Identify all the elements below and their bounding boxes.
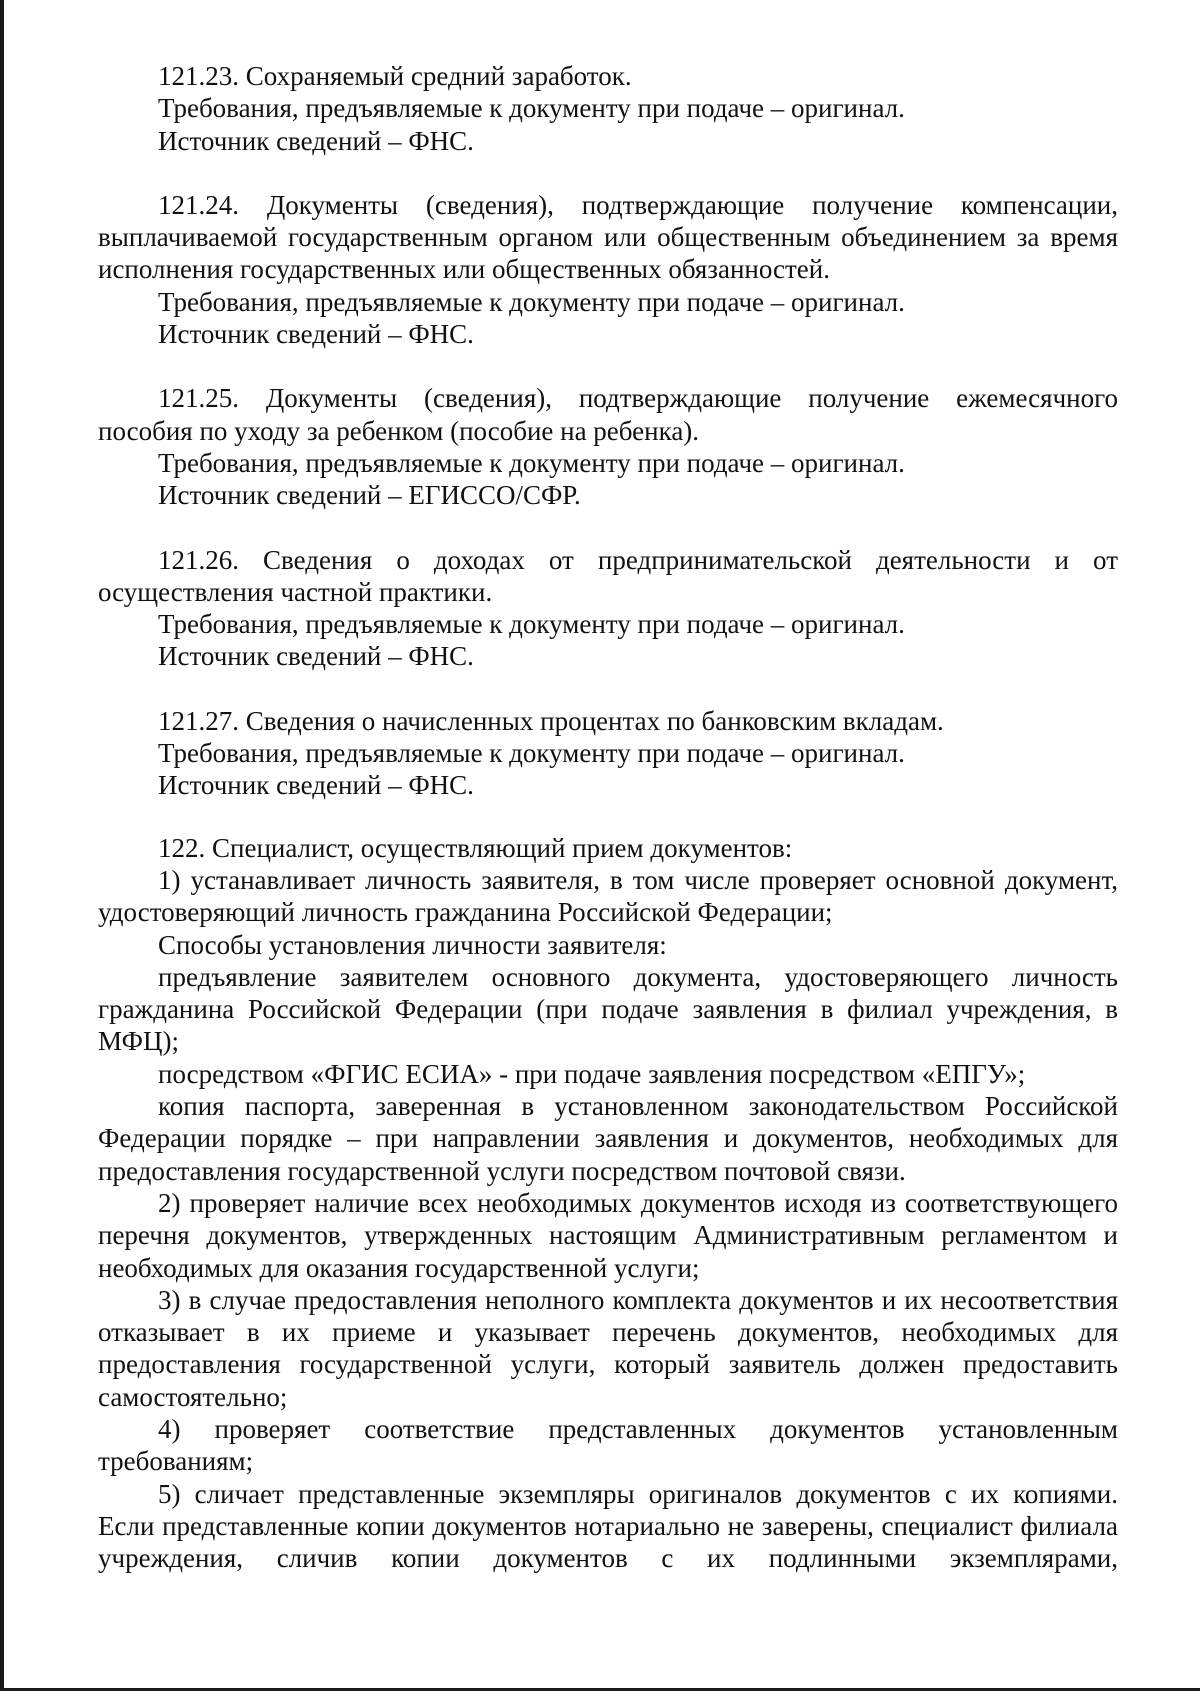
section-title: 121.25. Документы (сведения), подтверждающие получение ежемесячного пособия по уходу за ребенком (пособие на ребенка).	[98, 383, 1118, 446]
clause-item-4: 4) проверяет соответствие представленных документов установленным требованиям;	[98, 1413, 1118, 1477]
methods-heading: Способы установления личности заявителя:	[158, 929, 667, 960]
method-item-1: предъявление заявителем основного документа, удостоверяющего личность гражданина Российской Федерации (при подаче заявления в филиал учреждения, в МФЦ);	[98, 961, 1118, 1057]
clause-title: 122. Специалист, осуществляющий прием документов:	[158, 832, 793, 863]
section-title: 121.27. Сведения о начисленных процентах по банковским вкладам.	[158, 705, 944, 736]
section-source: Источник сведений – ФНС.	[158, 770, 474, 801]
section-title: 121.23. Сохраняемый средний заработок.	[158, 61, 632, 91]
clause-item-1: 1) устанавливает личность заявителя, в том числе проверяет основной документ, удостоверяющий личность гражданина Российской Федерации;	[98, 864, 1118, 928]
section-source: Источник сведений – ФНС.	[158, 319, 474, 350]
section-title: 121.26. Сведения о доходах от предпринимательской деятельности и от осуществления частной практики.	[98, 544, 1118, 607]
method-item-2: посредством «ФГИС ЕСИА» - при подаче заявления посредством «ЕПГУ»;	[158, 1058, 1026, 1089]
section-title: 121.24. Документы (сведения), подтверждающие получение компенсации, выплачиваемой государственным органом или общественным объединением за время исполнения государственных или общественных обязанностей.	[98, 189, 1118, 285]
section-source: Источник сведений – ЕГИССО/СФР.	[158, 480, 581, 511]
scan-left-edge	[0, 0, 4, 1688]
section-requirements: Требования, предъявляемые к документу при подаче – оригинал.	[158, 447, 905, 478]
section-source: Источник сведений – ФНС.	[158, 641, 474, 672]
section-source: Источник сведений – ФНС.	[158, 125, 474, 156]
clause-item-5: 5) сличает представленные экземпляры оригиналов документов с их копиями. Если представленные копии документов нотариально не заверены, специалист филиала учреждения, сличив копии документов с их подлинными экземплярами,	[98, 1478, 1118, 1574]
clause-item-2: 2) проверяет наличие всех необходимых документов исходя из соответствующего перечня документов, утвержденных настоящим Административным регламентом и необходимых для оказания государственной услуги;	[98, 1187, 1118, 1283]
section-requirements: Требования, предъявляемые к документу при подаче – оригинал.	[158, 738, 905, 769]
section-requirements: Требования, предъявляемые к документу при подаче – оригинал.	[158, 286, 905, 317]
section-121-23	[98, 60, 1118, 157]
method-item-3: копия паспорта, заверенная в установленном законодательством Российской Федерации порядке – при направлении заявления и документов, необходимых для предоставления государственной услуги посредством почтовой связи.	[98, 1091, 1118, 1186]
scan-bottom-edge	[0, 1688, 1200, 1691]
clause-122	[98, 832, 1118, 1575]
section-121-25	[98, 382, 1118, 511]
clause-item-3: 3) в случае предоставления неполного комплекта документов и их несоответствия отказывает в их приеме и указывает перечень документов, необходимых для предоставления государственной услуги, который заявитель должен предоставить самостоятельно;	[98, 1284, 1118, 1412]
document-page	[98, 60, 1118, 1574]
section-requirements: Требования, предъявляемые к документу при подаче – оригинал.	[158, 609, 905, 640]
section-121-27	[98, 705, 1118, 802]
section-requirements: Требования, предъявляемые к документу при подаче – оригинал.	[158, 93, 905, 124]
section-121-24	[98, 189, 1118, 350]
section-121-26	[98, 544, 1118, 673]
